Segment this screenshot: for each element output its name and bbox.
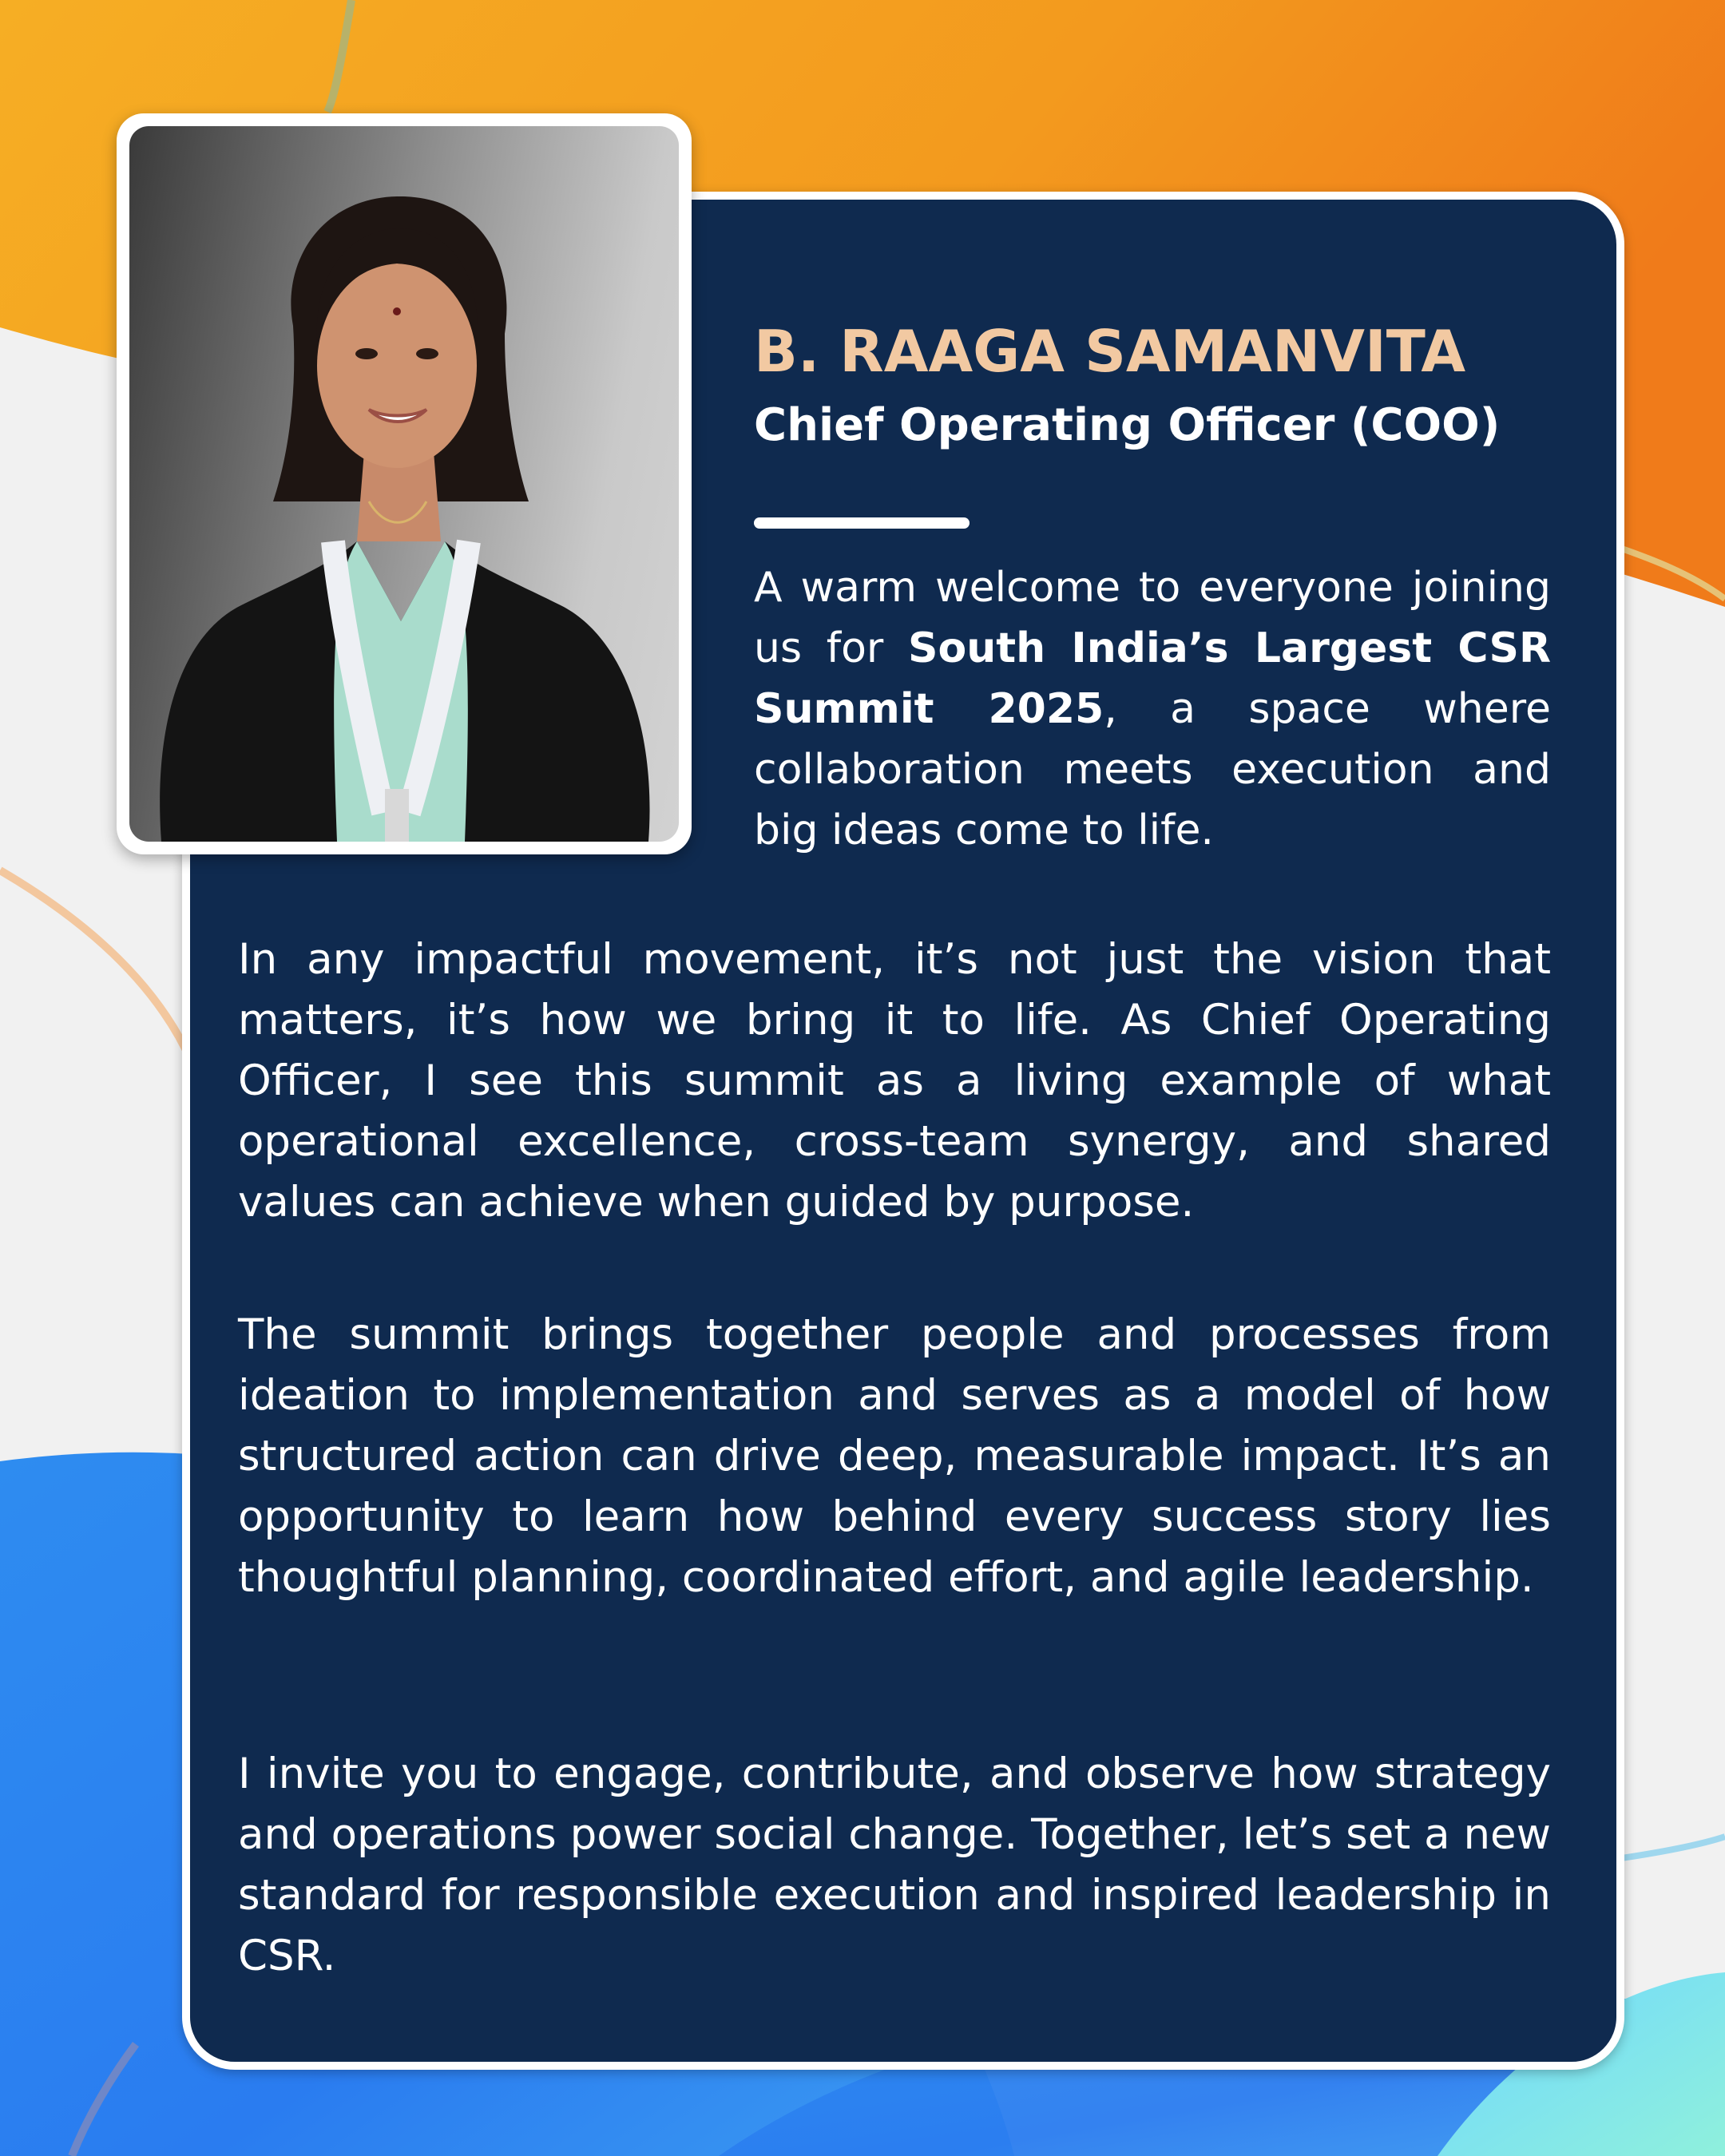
- profile-photo-frame: [117, 113, 692, 854]
- person-role: Chief Operating Officer (COO): [754, 399, 1501, 451]
- intro-text-before: A warm welcome to everyone joining us for: [754, 564, 1551, 672]
- title-divider: [754, 517, 970, 529]
- body-paragraph-3: I invite you to engage, contribute, and observe how strategy and operations power social change. Together, let’s set a new standard for responsible execution and inspired leadership in CSR.: [238, 1750, 1551, 1980]
- person-name: B. RAAGA SAMANVITA: [754, 318, 1466, 385]
- profile-photo: [129, 126, 679, 842]
- body-paragraph-2: The summit brings together people and processes from ideation to implementation and serves as a model of how structured action can drive deep, measurable impact. It’s an opportunity to learn how behind every success story lies thoughtful planning, coordinated effort, and agile leadership.: [238, 1310, 1551, 1602]
- intro-paragraph: [754, 557, 1551, 861]
- intro-highlight: South India’s Largest CSR Summit 2025: [754, 624, 1551, 733]
- body-paragraph-1: In any impactful movement, it’s not just the vision that matters, it’s how we bring it to life. As Chief Operating Officer, I see this summit as a living example of what operational excellence, cross-team synergy, and shared values can achieve when guided by purpose.: [238, 935, 1551, 1227]
- intro-text-after: , a space where collaboration meets execution and big ideas come to life.: [754, 685, 1551, 854]
